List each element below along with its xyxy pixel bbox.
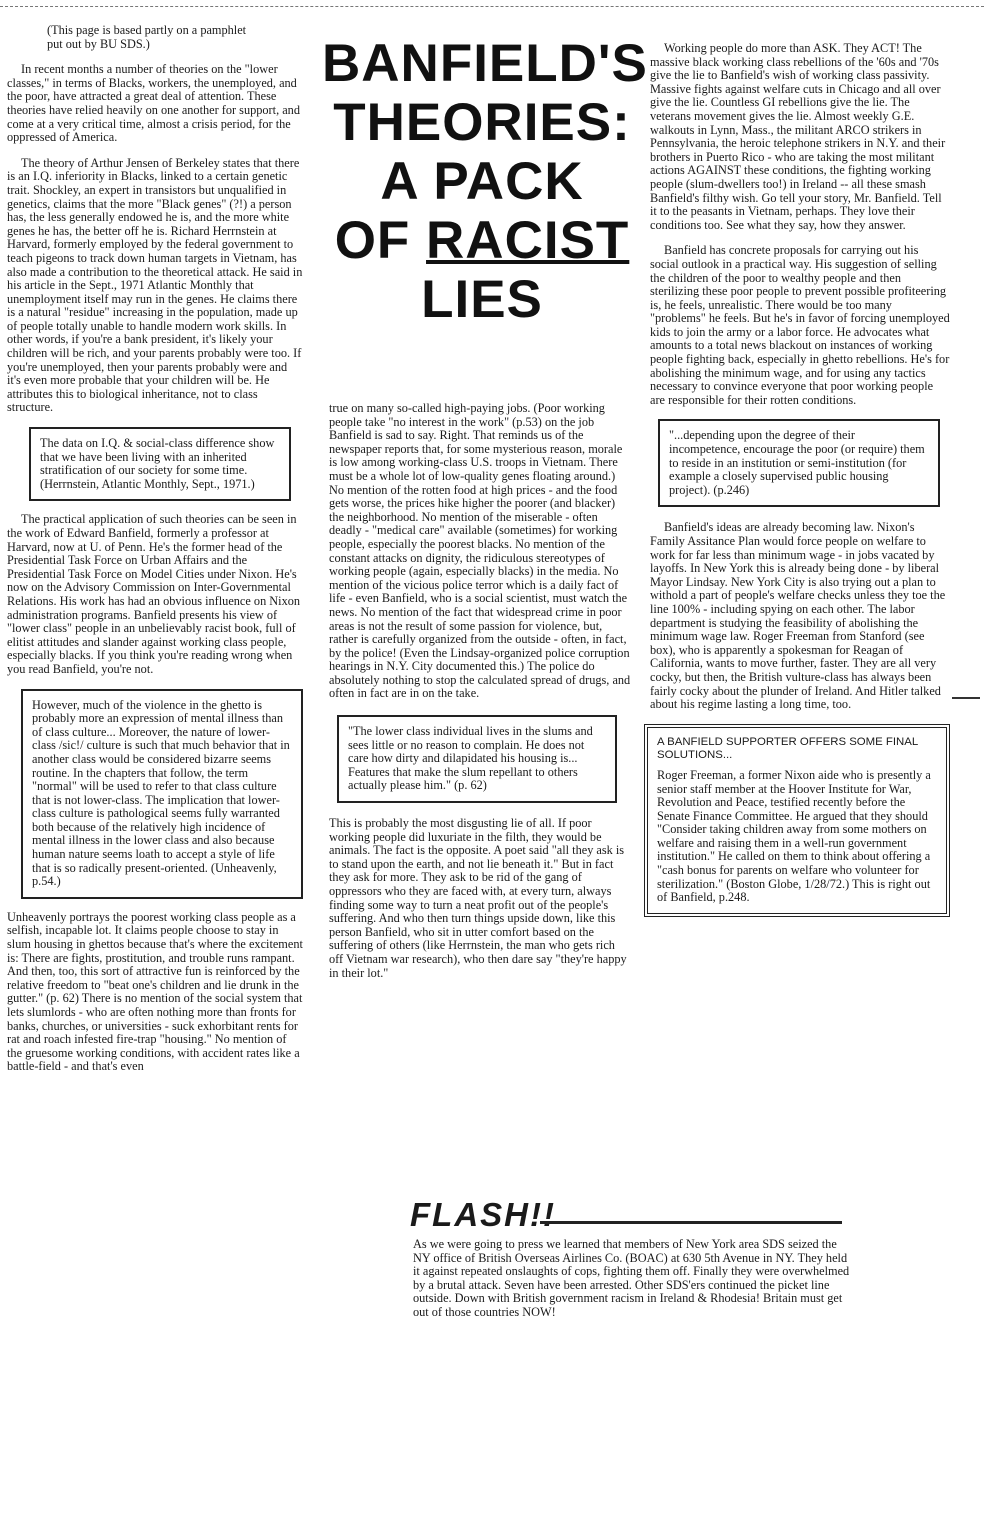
lower-class-quote-box <box>337 715 617 803</box>
left-column <box>7 24 303 1086</box>
final-solutions-title: A BANFIELD SUPPORTER OFFERS SOME FINAL SOLUTIONS... <box>657 735 918 762</box>
source-note: (This page is based partly on a pamphlet put out by BU SDS.) <box>47 23 247 51</box>
working-people-act-paragraph: Working people do more than ASK. They ACT! The massive black working class rebellions of the '60s and '70s give the lie to Banfield's wish of working class passivity. Massive fights against welfare cuts in Chicago and all over give the lie. Countless GI rebellions give the lie. The veterans movement gives the lie. Almost weekly G.E. walkouts in Lynn, Mass., the militant ARCO strikers in Pennsylvania, the heroic telephone strikers in N.Y. and their brothers in Puerto Rico - who are taking the most militant actions AGAINST these conditions, the fighting working people (slum-dwellers too!) in Ireland -- all these smash Banfield's filthy wish. Go tell your story, Mr. Banfield. Tell it to the peasants in Vietnam, perhaps. They love their conditions too. See what they say, how they answer. <box>650 41 946 232</box>
final-solutions-text: Roger Freeman, a former Nixon aide who is presently a senior staff member at the Hoover Institute for War, Revolution and Peace, testified recently before the Senate Finance Committee. He argued that they should "Consider taking children away from some mothers on welfare and raising them in a well-run government institution." He called on them to think about offering a "cash bonus for parents on welfare who volunteer for sterilization." (Boston Globe, 1/28/72.) This is right out of Banfield, p.248. <box>657 767 931 905</box>
headline-line-1: BANFIELD'S <box>322 34 648 93</box>
flash-text <box>413 1238 853 1332</box>
lower-class-quote: "The lower class individual lives in the slums and sees little or no reason to complain. He does not care how dirty and dilapidated his housing is... Features that make the slum repellant to others actually please him." (p. 62) <box>348 724 593 793</box>
jensen-paragraph: The theory of Arthur Jensen of Berkeley states that there is an I.Q. inferiority in Blacks, linked to a certain genetic trait. Shockley, an expert in transistors but unqualified in genetics, claims that the more "Black genes" (?!) a person has, the less generally endowed he is, and the more white genes he has, the better off he is. Richard Herrnstein at Harvard, formerly employed by the federal government to teach pigeons to track down human targets in Vietnam, has also made a contribution to the theoretical attack. He said in his article in the Sept., 1971 Atlantic Monthly that unemployment itself may run in the genes. He claims there is a natural "residue" increasing in the population, made up of people totally unable to handle modern work skills. In other words, if you're a bank president, it's likely your children will be rich, and your parents probably were too. If you're unemployed, then your parents probably were and it's even more probable that your children will be. He attributes this to biological inheritance, not to class structure. <box>7 155 303 415</box>
right-column <box>650 42 950 917</box>
disgusting-lie-paragraph: This is probably the most disgusting lie of all. If poor working people did luxuriate in the filth, they would be animals. The fact is the opposite. A poet said "all they ask is to stand upon the earth, and not lie beneath it." But in fact they ask for more. They ask to be rid of the gang of oppressors who they are faced with, at every turn, always finding some way to turn a neat profit out of the people's suffering. And who then turn things upside down, like this person Banfield, who sit in utter comfort based on the suffering of others (like Herrnstein, the man who gets rich off Vietnam war research), who then dare say "they're happy in their lot." <box>329 816 627 980</box>
headline-line-2: THEORIES: <box>333 93 631 152</box>
working-conditions-paragraph: true on many so-called high-paying jobs. (Poor working people take "no interest in the work" (p.53) on the job Banfield is sad to say. Right. That reminds us of the newspaper reports that, for some mysterious reason, morale is low among working-class U.S. troops in Vietnam. There must be a whole lot of low-quality genes floating around.) No mention of the rotten food at high prices - and the food gets worse, the prices hike higher the poorer (and blacker) the neighborhood. No mention of the miserable - often deadly - "medical care" available (sometimes) for working people, especially the poorest blacks. No mention of the constant attacks on dignity, the ridiculous stereotypes of working people (again, especially blacks) in the media. No mention of the vicious police terror which is a daily fact of life - even Banfield, who is a social scientist, must watch the news. No mention of the fact that widespread crime in poor areas is not the result of some passion for violence, but, rather is carefully organized from the outside - often, in fact, by the police! (Even the Lindsay-organized police corruption hearings in N.Y. City documented this.) The police do absolutely nothing to stop the calculated spread of drugs, and often in fact are in on the take. <box>329 401 631 701</box>
page-top-dashed-rule <box>0 6 984 7</box>
flash-title: FLASH!! <box>410 1196 556 1233</box>
becoming-law-paragraph: Banfield's ideas are already becoming law. Nixon's Family Assitance Plan would force people on welfare to work for far less than minimum wage - in jobs vacated by layoffs. In New York this is already being done - by liberal Mayor Lindsay. New York City is also trying out a plan to withold a part of people's welfare checks unless they toe the line 100% - including spying on each other. The labor department is studying the feasibility of abolishing the minimum wage law. Roger Freeman from Stanford (see box), who is apparently a spokesman for Reagan of California, wants to move further, faster. They are all very cocky, but then, the British vulture-class has always been fairly cocky about the plunder of Ireland. And Hitler talked about his regime lasting a long time, too. <box>650 520 946 712</box>
final-solutions-box <box>644 724 950 917</box>
herrnstein-quote: The data on I.Q. & social-class difference show that we have been living with an inherited stratification of our society for some time. (Herrnstein, Atlantic Monthly, Sept., 1971.) <box>40 436 275 491</box>
headline-racist: RACIST <box>426 211 630 270</box>
unheavenly-quote: However, much of the violence in the ghetto is probably more an expression of mental illness than of class culture... Moreover, the nature of lower-class /sic!/ culture is such that much behavior that in another class would be considered bizarre seems routine. In the chapters that follow, the term "normal" will be used to refer to that class culture that is not lower-class. The implication that lower-class culture is pathological seems fully warranted both because of the relatively high incidence of mental illness in the lower class and also because human nature seems loath to accept a style of life that is so radically present-oriented. (Unheavenly, p.54.) <box>32 697 290 889</box>
headline-line-5: LIES <box>421 270 543 329</box>
headline <box>322 34 648 329</box>
flash-paragraph: As we were going to press we learned that members of New York area SDS seized the NY office of British Overseas Airlines Co. (BOAC) at 630 5th Avenue in NY. They held it against repeated onslaughts of cops, fighting them off. Finally they were overwhelmed by a brutal attack. Seven have been arrested. Other SDS'ers continued the picket line outside. Down with British government racism in Ireland & Rhodesia! Britain must get out of those countries NOW! <box>413 1237 850 1319</box>
banfield-intro-paragraph: The practical application of such theories can be seen in the work of Edward Banfield, formerly a professor at Harvard, now at U. of Penn. He's the former head of the Presidential Task Force on Urban Affairs and the Presidential Task Force on Model Cities under Nixon. He's now on the Advisory Commission on Inter-Governmental Relations. His work has had an obvious influence on Nixon administration programs. Banfield presents his view of "lower class" people in an unbelievably racist book, full of elitist attitudes and slander against working class people, especially blacks. If you think you're reading wrong when you read Banfield, you're not. <box>7 512 301 676</box>
headline-line-4 <box>322 211 642 270</box>
unheavenly-paragraph: Unheavenly portrays the poorest working class people as a selfish, incapable lot. It claims people choose to stay in slum housing in ghettos because that's where the excitement is: There are fights, prostitution, and trouble runs rampant. And then, too, this sort of attractive fun is reinforced by the relative freedom to "beat one's children and lie drunk in the gutter." (p. 62) There is no mention of the social system that lets slumlords - who are often nothing more than fronts for banks, churches, or universities - suck exhorbitant rents for rat and roach infested fire-trap "housing." No mention of the gruesome working conditions, with accident rates like a battle-field - and that's even <box>7 909 303 1074</box>
unheavenly-quote-box <box>21 689 303 899</box>
flash-rule <box>540 1221 842 1224</box>
herrnstein-quote-box <box>29 427 291 501</box>
margin-dash <box>952 697 980 699</box>
middle-column <box>329 402 631 992</box>
headline-of: OF <box>334 211 411 270</box>
institution-quote: "...depending upon the degree of their incompetence, encourage the poor (or require) them to reside in an institution or semi-institution (for example a closely supervised public housing project). (p.246) <box>669 428 925 497</box>
intro-paragraph: In recent months a number of theories on the "lower classes," in terms of Blacks, workers, the unemployed, and the poor, have attracted a great deal of attention. These theories have relied heavily on one another for support, and come at a very critical time, almost a crisis period, for the oppressed of America. <box>7 62 300 145</box>
institution-quote-box <box>658 419 940 507</box>
concrete-proposals-paragraph: Banfield has concrete proposals for carrying out his social outlook in a practical way. His suggestion of selling the children of the poor to wealthy people and then sterilizing these poor people to prevent possible profiteering is, he feels, unrealistic. There would be too many "problems" he feels. But he's in favor of forcing unemployed kids to join the army or a labor force. He advocates what amounts to a total news blackout on instances of working people fighting back, especially in ghetto rebellions. He's for abolishing the minimum wage, and for using any tactics necessary to convince everyone that poor working people are responsible for their rotten conditions. <box>650 243 950 407</box>
headline-line-3: A PACK <box>380 152 584 211</box>
